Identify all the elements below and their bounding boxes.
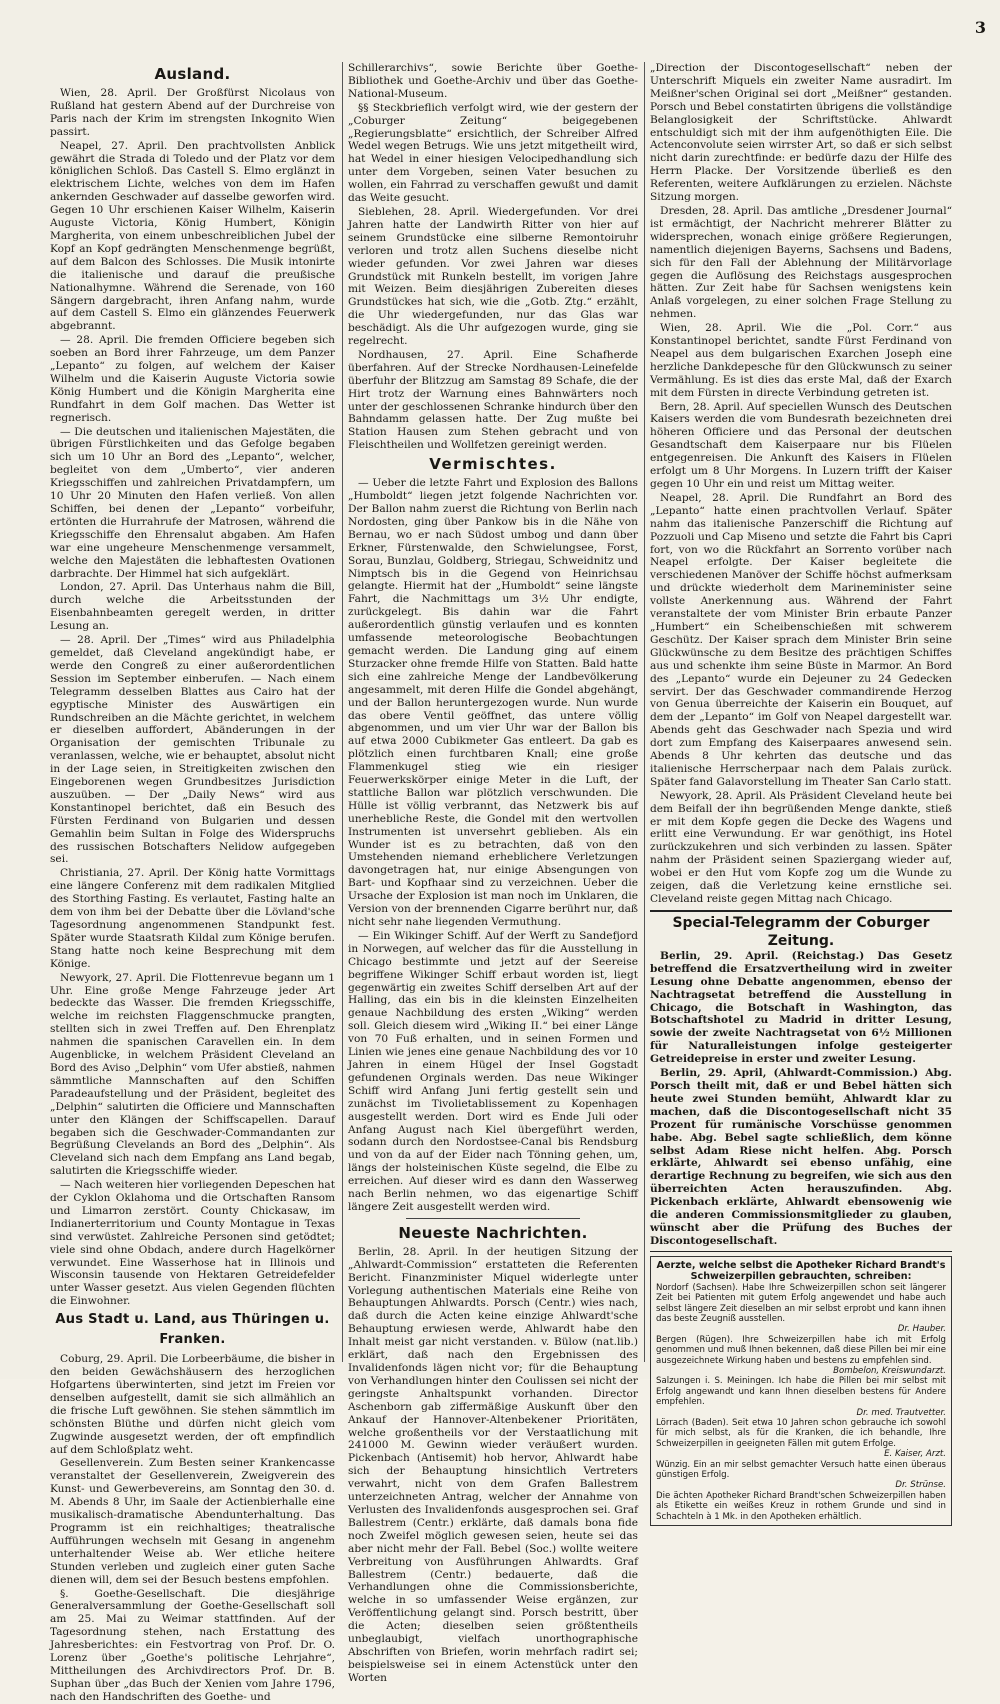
ad-signature: Dr. Strünse.	[895, 1480, 946, 1491]
article-paragraph: Nordhausen, 27. April. Eine Schafherde überfahren. Auf der Strecke Nordhausen-Leinefelde überfuhr der Blitzzug am Samstag 89 Schafe, die der Hirt trotz der Warnung eines Bahnwärters noch unter der geschlossenen Schranke hindurch über den Bahndamm gelassen hatte. Der Zug mußte bei Station Hausen zum Stehen gebracht und von Fleischtheilen und Wollfetzen gereinigt werden.	[348, 348, 638, 452]
telegram-paragraph: Berlin, 29. April. (Reichstag.) Das Gesetz betreffend die Ersatzvertheilung wird in zweiter Lesung ohne Debatte angenommen, ebenso der Nachtragsetat betreffend die Ausstellung in Chicago, die Botschaft in Washington, das Botschaftshotel zu Madrid in dritter Lesung, sowie der zweite Nachtragsetat von 6½ Millionen für Naturalleistungen infolge gesteigerter Getreidepreise in erster und zweiter Lesung.	[650, 949, 952, 1066]
article-paragraph: Wien, 28. April. Der Großfürst Nicolaus von Rußland hat gestern Abend auf der Durchreise von Paris nach der Krim im strengsten Inkognito Wien passirt.	[50, 87, 335, 138]
article-paragraph: Neapel, 28. April. Die Rundfahrt an Bord des „Lepanto“ hatte einen prachtvollen Verlauf. Später nahm das italienische Panzerschiff die Richtung auf Pozzuoli und Cap Miseno und setzte die Fahrt bis Capri fort, von wo die Rückfahrt an Sorrento vorüber nach Neapel erfolgte. Der Kaiser begleitete die verschiedenen Manöver der Schiffe höchst aufmerksam und drückte wiederholt dem Marineminister seine vollste Anerkennung aus. Während der Fahrt veranstaltete der vom Minister Brin erbaute Panzer „Humbert“ ein Scheibenschießen mit schwerem Geschütz. Der Kaiser sprach dem Minister Brin seine Glückwünsche zu dem Besitze des prächtigen Schiffes aus und schenkte ihm seine Büste in Marmor. An Bord des „Lepanto“ wurde ein Dejeuner zu 24 Gedecken servirt. Der das Geschwader commandirende Herzog von Genua überreichte der Kaiserin ein Bouquet, auf dem der „Lepanto“ im Golf von Neapel dargestellt war. Abends geht das Geschwader nach Spezia und wird dort zum Empfang des Kaiserpaares anwesend sein. Abends 8 Uhr kehrten das deutsche und das italienische Herrscherpaar nach dem Palais zurück. Später fand Galavorstellung im Theater San Carlo statt.	[650, 491, 952, 788]
article-paragraph: — Die deutschen und italienischen Majestäten, die übrigen Fürstlichkeiten und das Gefolge begaben sich um 10 Uhr an Bord des „Lepanto“, welcher, begleitet von dem „Umberto“, vier anderen Kriegsschiffen und zahlreichen Privatdampfern, um 10 Uhr 20 Minuten den Hafen verließ. Von allen Schiffen, bei denen der „Lepanto“ vorbeifuhr, ertönten die Hurrahrufe der Matrosen, während die Kriegsschiffe den Ehrensalut abgaben. Am Hafen war eine ungeheure Menschenmenge versammelt, welche den Majestäten die lebhaftesten Ovationen darbrachte. Der Himmel hat sich aufgeklärt.	[50, 425, 335, 580]
special-telegram	[650, 910, 952, 1252]
article-paragraph: Sieblehen, 28. April. Wiedergefunden. Vor drei Jahren hatte der Landwirth Ritter von hier auf seinem Grundstücke eine silberne Remontoiruhr verloren und trotz allen Suchens dieselbe nicht wieder gefunden. Vor zwei Jahren war dieses Grundstück mit Runkeln bestellt, im vorigen Jahre mit Weizen. Beim diesjährigen Zubereiten dieses Grundstückes hat sich, wie die „Gotb. Ztg.“ erzählt, die Uhr wiedergefunden, nur das Glas war beschädigt. Als die Uhr aufgezogen wurde, ging sie regelrecht.	[348, 205, 638, 348]
article-paragraph: Christiania, 27. April. Der König hatte Vormittags eine längere Conferenz mit dem radikalen Mitglied des Storthing Fasting. Es verlautet, Fasting halte an dem von ihm bei der Debatte über die Lövland'sche Tagesordnung angenommenen Standpunkt fest. Später wurde Staatsrath Kildal zum Könige berufen. Stang hatte noch keine Besprechung mit dem Könige.	[50, 867, 335, 970]
article-paragraph: Neapel, 27. April. Den prachtvollsten Anblick gewährt die Strada di Toledo und der Platz vor dem königlichen Schloß. Das Castell S. Elmo erglänzt in elektrischem Lichte, welches von dem im Hafen ankernden Geschwader auf dasselbe geworfen wird. Gegen 10 Uhr erschienen Kaiser Wilhelm, Kaiserin Auguste Victoria, König Humbert, Königin Margherita, von einem unbeschreiblichen Jubel der Kopf an Kopf gedrängten Menschenmenge begrüßt, auf dem Balcon des Schlosses. Die Musik intonirte die italienische und darauf die preußische Nationalhymne. Während die Serenade, von 160 Sängern dargebracht, ihren Anfang nahm, wurde auf dem Castell S. Elmo ein glänzendes Feuerwerk abgebrannt.	[50, 139, 335, 333]
column-rule	[342, 62, 343, 1362]
article-paragraph: — Ein Wikinger Schiff. Auf der Werft zu Sandefjord in Norwegen, auf welcher das für die Ausstellung in Chicago bestimmte und jetzt auf der Seereise begriffene Wikinger Schiff erbaut worden ist, liegt gegenwärtig ein zweites Schiff derselben Art auf der Halling, das ein bis in die kleinsten Einzelheiten genaue Nachbildung des ersten „Wiking“ werden soll. Gleich diesem wird „Wiking II.“ bei einer Länge von 70 Fuß erhalten, und in seinen Formen und Linien wie jenes eine genaue Nachbildung des vor 10 Jahren in einem Hügel der Insel Gogstadt gefundenen Orginals werden. Das neue Wikinger Schiff wird Anfang Juni fertig gestellt sein und zunächst im Tivolietablissement zu Kopenhagen ausgestellt werden. Dort wird es Ende Juli oder Anfang August nach Kiel übergeführt werden, sodann durch den Nordostsee-Canal bis Rendsburg und von da auf der Eider nach Tönning gehen, um, längs der holsteinischen Küste segelnd, die Elbe zu erreichen. Auf dieser wird es dann den Wasserweg nach Berlin nehmen, wo das eigenartige Schiff längere Zeit ausgestellt werden wird.	[348, 929, 638, 1213]
article-paragraph: Dresden, 28. April. Das amtliche „Dresdener Journal“ ist ermächtigt, der Nachricht mehrerer Blätter zu widersprechen, wonach einige größere Regierungen, namentlich diejenigen Bayerns, Sachsens und Badens, sich für den Fall der Ablehnung der Militärvorlage gegen die Auflösung des Reichstags ausgesprochen hätten. Zur Zeit habe für Sachsen wenigstens kein Anlaß vorgelegen, zu einer solchen Frage Stellung zu nehmen.	[650, 204, 952, 321]
section-heading-local: Aus Stadt u. Land, aus Thüringen u. Franken.	[55, 1312, 330, 1348]
ad-title: Aerzte, welche selbst die Apotheker Richard Brandt's Schweizerpillen gebrauchten, schreiben:	[656, 1259, 946, 1283]
section-heading-vermischtes: Vermischtes.	[429, 455, 557, 474]
article-paragraph: Gesellenverein. Zum Besten seiner Krankencasse veranstaltet der Gesellenverein, Zweigverein des Kunst- und Gewerbevereins, am Sonntag den 30. d. M. Abends 8 Uhr, im Saale der Actienbierhalle eine musikalisch-dramatische Abendunterhaltung. Das Programm ist ein reichhaltiges; theatralische Aufführungen wechseln mit Gesang in angenehm unterhaltender Weise ab. Wer etliche heitere Stunden verleben und zugleich einer guten Sache dienen will, dem sei der Besuch bestens empfohlen.	[50, 1457, 335, 1586]
page-number: 3	[974, 18, 986, 37]
column-rule	[644, 62, 645, 1362]
column-2	[348, 62, 638, 1684]
ad-testimonial: Bergen (Rügen). Ihre Schweizerpillen habe ich mit Erfolg genommen und muß Ihnen bekennen, daß diese Pillen bei mir eine ausgezeichnete Wirkung haben und bestens zu empfehlen sind.	[656, 1334, 946, 1366]
ad-signature: Dr. med. Trautvetter.	[856, 1407, 946, 1418]
advertisement-box	[650, 1256, 952, 1526]
telegram-paragraph: Berlin, 29. April, (Ahlwardt-Commission.) Abg. Porsch theilt mit, daß er und Bebel hätten sich heute zwei Stunden bemüht, Ahlwardt klar zu machen, daß die Discontogesellschaft nicht 35 Prozent für rumänische Vorschüsse genommen habe. Abg. Bebel sagte schließlich, dem könne selbst Adam Riese nicht helfen. Abg. Porsch erklärte, Ahlwardt sei ebenso unfähig, eine derartige Rechnung zu begreifen, wie sich aus den überreichten Acten herauszufinden. Abg. Pickenbach erklärte, Ahlwardt ebensowenig wie die anderen Commissionsmitglieder zu glauben, wünscht aber die Prüfung des Buches der Discontogesellschaft.	[650, 1067, 952, 1247]
section-heading-neueste: Neueste Nachrichten.	[398, 1223, 588, 1242]
column-3	[650, 62, 952, 1522]
telegram-title: Special-Telegramm der Coburger Zeitung.	[672, 914, 930, 949]
article-paragraph: „Direction der Discontogesellschaft“ neben der Unterschrift Miquels ein zweiter Name ausradirt. Im Meißner'schen Original sei dort „Meißner“ gestanden. Porsch und Bebel constatirten übrigens die vollständige Belanglosigkeit der Schriftstücke. Ahlwardt entschuldigt sich mit der ihm aufgenöthigten Eile. Die Actenconvolute seien wirrster Art, so daß er sich selbst nicht darin zurechtfinde: er bedürfe dazu der Hilfe des Herrn Placke. Der Vorsitzende überließ es den Referenten, weitere Aufklärungen zu erzielen. Nächste Sitzung morgen.	[650, 62, 952, 204]
article-paragraph: Coburg, 29. April. Die Lorbeerbäume, die bisher in den beiden Gewächshäusern des herzoglichen Hofgartens überwinterten, sind jetzt im Freien vor denselben aufgestellt, damit sie sich allmählich an die frische Luft gewöhnen. Sie stehen sämmtlich im schönsten Blüthe und dürfen nicht gleich vom Zugwinde ausgesetzt werden, der oft empfindlich auf dem Schloßplatz weht.	[50, 1353, 335, 1456]
ad-footer: Die ächten Apotheker Richard Brandt'schen Schweizerpillen haben als Etikette ein weißes Kreuz in rothem Grunde und sind in Schachteln à 1 Mk. in den Apotheken erhältlich.	[656, 1490, 946, 1522]
ad-testimonial: Nordorf (Sachsen). Habe Ihre Schweizerpillen schon seit längerer Zeit bei Patienten mit gutem Erfolg angewendet und habe auch selbst längere Zeit dieselben an mir selbst erprobt und kann ihnen das beste Zeugniß ausstellen.	[656, 1282, 946, 1324]
article-paragraph: Schillerarchivs“, sowie Berichte über Goethe-Bibliothek und Goethe-Archiv und über das Goethe-National-Museum.	[348, 62, 638, 100]
article-paragraph: — 28. April. Der „Times“ wird aus Philadelphia gemeldet, daß Cleveland angekündigt habe, er werde den Congreß zu einer außerordentlichen Session im September einberufen. — Nach einem Telegramm desselben Blattes aus Cairo hat der egyptische Minister des Auswärtigen ein Rundschreiben an die Mächte gerichtet, in welchem er dieselben auffordert, Abänderungen in der Organisation der gemischten Tribunale zu veranlassen, welche, wie er behauptet, absolut nicht in der Lage seien, in Streitigkeiten zwischen den Eingeborenen wegen Grundbesitzes Jurisdiction auszuüben. — Der „Daily News“ wird aus Konstantinopel berichtet, daß ein Besuch des Fürsten Ferdinand von Bulgarien und dessen Gemahlin beim Sultan in Folge des Widerspruchs des russischen Botschafters Nelidow aufgegeben sei.	[50, 634, 335, 866]
article-paragraph: — Nach weiteren hier vorliegenden Depeschen hat der Cyklon Oklahoma und die Ortschaften Ransom und Limarron zerstört. County Chickasaw, im Indianerterritorium und County Montague in Texas sind verwüstet. Zahlreiche Personen sind getödtet; viele sind ohne Obdach, andere durch Hagelkörner verwundet. Eine Wasserhose hat in Illinois und Wisconsin tausende von Hektaren Getreidefelder unter Wasser gesetzt. Aus vielen Gegenden flüchten die Einwohner.	[50, 1179, 335, 1308]
column-1	[50, 62, 335, 1703]
ad-signature: Dr. Hauber.	[897, 1324, 946, 1335]
section-heading-ausland: Ausland.	[154, 65, 231, 83]
article-paragraph: Berlin, 28. April. In der heutigen Sitzung der „Ahlwardt-Commission“ erstatteten die Referenten Bericht. Finanzminister Miquel widerlegte unter Vorlegung authentischen Materials eine Reihe von Behauptungen Ahlwardts. Porsch (Centr.) wies nach, daß durch die Acten keine einzige Ahlwardt'sche Behauptung erwiesen werde, Ahlwardt habe den Inhalt meist gar nicht verstanden. v. Bülow (nat.lib.) erklärt, daß nach den Ergebnissen des Invalidenfonds lägen nicht vor; für die Behauptung von Verhandlungen hinter den Coulissen sei nicht der geringste Anhaltspunkt vorhanden. Director Aschenborn gab ziffermäßige Auskunft über den Ankauf der Hannover-Altenbekener Prioritäten, welche großentheils vor der Verstaatlichung mit 241000 M. Gewinn wieder veräußert wurden. Pickenbach (Antisemit) hob hervor, Ahlwardt habe sich der Behauptung hinsichtlich Vertreters verwahrt, nicht von dem Grafen Ballestrem unterzeichneten Antrag, welcher der Annahme von Verlusten des Invalidenfonds ausgesprochen sei. Graf Ballestrem (Centr.) erklärte, daß damals bona fide noch Zweifel möglich gewesen seien, heute sei das aber nicht mehr der Fall. Bebel (Soc.) wollte weitere Verbreitung von Ausführungen Ahlwardts. Graf Ballestrem (Centr.) bedauerte, daß die Verhandlungen ohne die Commissionsberichte, welche in so umfassender Weise ergänzen, zur Veröffentlichung gelangt sind. Porsch bestritt, über die Acten; dieselben seien größtentheils unbeglaubigt, vielfach unorthographische Abschriften von Briefen, worin mehrfach radirt sei; beispielsweise sei in einem Actenstück unter den Worten	[348, 1245, 638, 1684]
ad-signature: Bombelon, Kreiswundarzt.	[833, 1366, 946, 1376]
ad-testimonial: Wünzig. Ein an mir selbst gemachter Versuch hatte einen überaus günstigen Erfolg.	[656, 1459, 946, 1481]
ad-signature: E. Kaiser, Arzt.	[884, 1449, 946, 1460]
article-paragraph: Bern, 28. April. Auf speciellen Wunsch des Deutschen Kaisers werden die vom Bundesrath bezeichneten drei höheren Officiere und das Personal der deutschen Gesandtschaft dem Kaiserpaare nur bis Flüelen entgegenreisen. Die Ankunft des Kaisers in Flüelen erfolgt um 8 Uhr Morgens. In Luzern trifft der Kaiser gegen 10 Uhr ein und reist um Mittag weiter.	[650, 400, 952, 490]
ad-testimonial: Salzungen i. S. Meiningen. Ich habe die Pillen bei mir selbst mit Erfolg angewandt und kann Ihnen dieselben bestens für Andere empfehlen.	[656, 1376, 946, 1408]
ad-testimonial: Lörrach (Baden). Seit etwa 10 Jahren schon gebrauche ich sowohl für mich selbst, als für die Kranken, die ich behandle, Ihre Schweizerpillen in geeigneten Fällen mit gutem Erfolge.	[656, 1418, 946, 1449]
article-paragraph: Newyork, 28. April. Als Präsident Cleveland heute bei dem Beifall der ihn begrüßenden Menge dankte, stieß er mit dem Kopfe gegen die Decke des Wagens und erlitt eine Verwundung. Er war genöthigt, ins Hotel zurückzukehren und sich verbinden zu lassen. Später nahm der Präsident seinen Spaziergang wieder auf, wobei er den Hut vom Kopfe zog um die Wunde zu zeigen, daß die Verletzung keine ernstliche sei. Cleveland reiste gegen Mittag nach Chicago.	[650, 789, 952, 905]
divider	[406, 1218, 580, 1219]
article-paragraph: §. Goethe-Gesellschaft. Die diesjährige Generalversammlung der Goethe-Gesellschaft soll am 25. Mai zu Weimar stattfinden. Auf der Tagesordnung stehen, nach Erstattung des Jahresberichtes: ein Festvortrag von Prof. Dr. O. Lorenz über „Goethe's politische Lehrjahre“, Mittheilungen des Archivdirectors Prof. Dr. B. Suphan über „das Buch der Xenien vom Jahre 1796, nach den Handschriften des Goethe- und	[50, 1587, 335, 1703]
article-paragraph: Wien, 28. April. Wie die „Pol. Corr.“ aus Konstantinopel berichtet, sandte Fürst Ferdinand von Neapel aus dem bulgarischen Exarchen Joseph eine herzliche Dankdepesche für den Glückwunsch zu seiner Vermählung. Es ist dies das erste Mal, daß der Exarch mit dem Fürsten in directe Verbindung getreten ist.	[650, 322, 952, 399]
article-paragraph: London, 27. April. Das Unterhaus nahm die Bill, durch welche die Arbeitsstunden der Eisenbahnbeamten geregelt werden, in dritter Lesung an.	[50, 581, 335, 633]
article-paragraph: — Ueber die letzte Fahrt und Explosion des Ballons „Humboldt“ liegen jetzt folgende Nachrichten vor. Der Ballon nahm zuerst die Richtung von Berlin nach Nordosten, ging über Pankow bis in die Nähe von Bernau, wo er nach Südost umbog und dann über Erkner, Fürstenwalde, den Schwielungsee, Forst, Sorau, Bunzlau, Goldberg, Striegau, Schweidnitz und Nimptsch bis in die Gegend von Heinrichsau gelangte. Hiermit hat der „Humboldt“ seine längste Fahrt, die Nachmittags um 3½ Uhr endigte, zurückgelegt. Bis dahin war die Fahrt außerordentlich günstig verlaufen und es konnten umfassende meteorologische Beobachtungen gemacht werden. Die Landung ging auf einem Sturzacker ohne fremde Hilfe von Statten. Bald hatte sich eine zahlreiche Menge der Landbevölkerung angesammelt, mit deren Hilfe die Gondel abgehängt, und der Ballon heruntergezogen wurde. Nun wurde das obere Ventil geöffnet, das untere völlig abgenommen, und um vier Uhr war der Ballon bis auf etwa 2000 Cubikmeter Gas entleert. Da gab es plötzlich einen furchtbaren Knall; eine große Flammenkugel stieg wie ein riesiger Feuerwerkskörper einige Meter in die Luft, der stattliche Ballon war plötzlich verschwunden. Die Hülle ist völlig verbrannt, das Netzwerk bis auf unerhebliche Reste, die Gondel mit den wertvollen Instrumenten ist unversehrt geblieben. Als ein Wunder ist es zu betrachten, daß von den Umstehenden niemand erheblichere Verletzungen davongetragen hat, nur einige Absengungen von Bart- und Kopfhaar sind zu verzeichnen. Ueber die Ursache der Explosion ist man noch im Unklaren, die Version von der brennenden Cigarre berührt nur, daß nicht sehr nahe liegenden Vermuthung.	[348, 477, 638, 928]
article-paragraph: — 28. April. Die fremden Officiere begeben sich soeben an Bord ihrer Fahrzeuge, um dem Panzer „Lepanto“ zu folgen, auf welchem der Kaiser Wilhelm und die Kaiserin Auguste Victoria sowie König Humbert und die Königin Margherita eine Rundfahrt in dem Golf machen. Das Wetter ist regnerisch.	[50, 334, 335, 424]
article-paragraph: Newyork, 27. April. Die Flottenrevue begann um 1 Uhr. Eine große Menge Fahrzeuge jeder Art bedeckte das Wasser. Die fremden Kriegsschiffe, welche im reichsten Flaggenschmucke prangten, stellten sich in zwei Treffen auf. Den Ehrenplatz nahmen die spanischen Caravellen ein. In dem Augenblicke, in welchem Präsident Cleveland an Bord des Aviso „Delphin“ vom Ufer abstieß, nahmen sämmtliche Mannschaften auf den Schiffen Paradeaufstellung und der Präsident, begleitet des „Delphin“ salutirten die Officiere und Mannschaften unter den Klängen der Schiffscapellen. Darauf begaben sich die Geschwader-Commandanten zur Begrüßung Clevelands an Bord des „Delphin“. Als Cleveland sich nach dem Empfang ans Land begab, salutirten die Kriegsschiffe wieder.	[50, 971, 335, 1178]
article-paragraph: §§ Steckbrieflich verfolgt wird, wie der gestern der „Coburger Zeitung“ beigegebenen „Regierungsblatte“ ersichtlich, der Schreiber Alfred Wedel wegen Betrugs. Wie uns jetzt mitgetheilt wird, hat Wedel in einer hiesigen Velocipedhandlung sich unter dem Vorgeben, seinen Vater besuchen zu wollen, ein Fahrrad zu verschaffen gewußt und damit das Weite gesucht.	[348, 101, 638, 205]
